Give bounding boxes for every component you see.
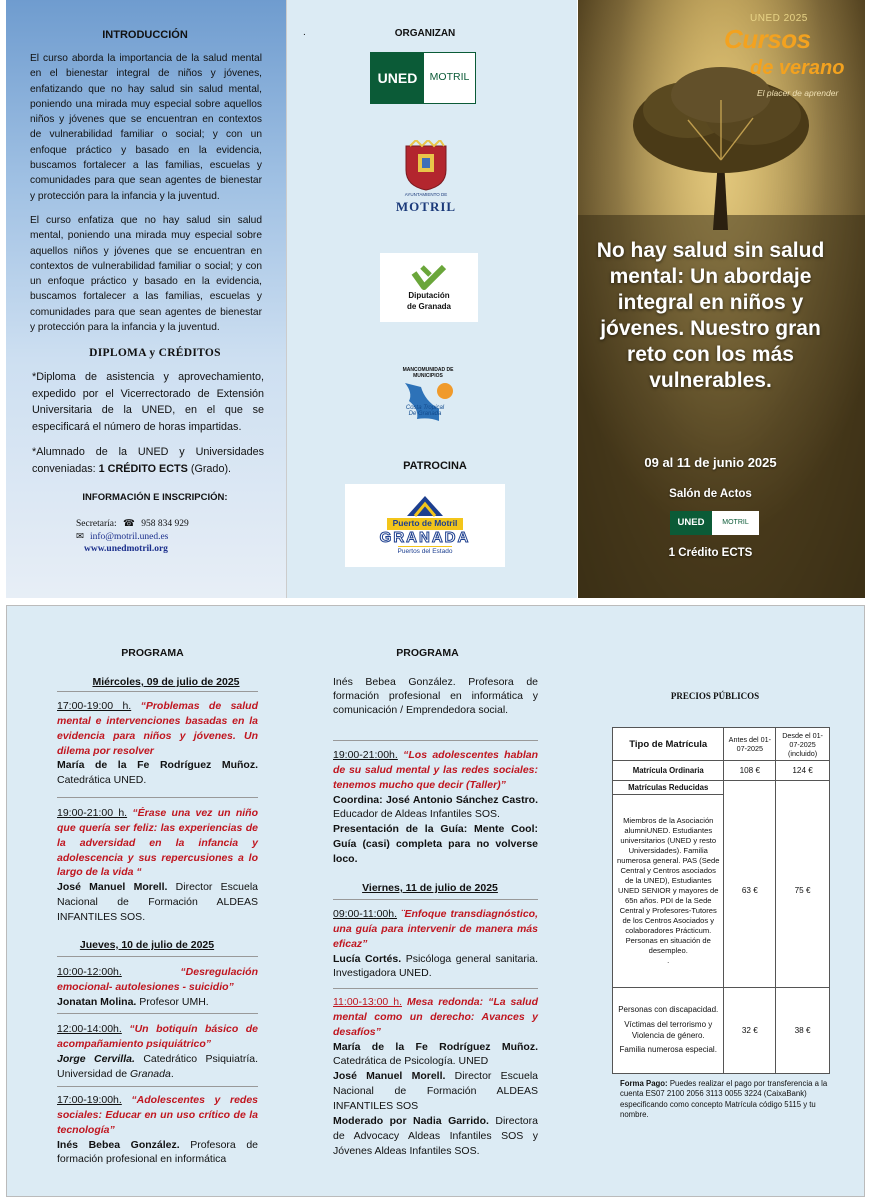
diploma-p2-credit: 1 CRÉDITO ECTS <box>98 462 188 475</box>
diputacion-line-1: Diputación <box>408 290 450 300</box>
session-7-time: 09:00-11:00h. <box>333 908 398 920</box>
day-wednesday: Miércoles, 09 de julio de 2025 <box>92 676 240 688</box>
cover-credit: 1 Crédito ECTS <box>668 547 753 559</box>
separator <box>57 1086 258 1087</box>
session-6 <box>333 748 538 867</box>
session-1-time: 17:00-19:00 h. <box>57 700 132 712</box>
ordinaria-before: 108 € <box>724 761 776 781</box>
cover-venue: Salón de Actos <box>669 488 752 500</box>
cover-uned-text: UNED <box>670 511 712 535</box>
payment-text: Puedes realizar el pago por transferencia a la cuenta ES07 2100 2056 3113 0055 3224 (CaixaBank) especificando como concepto Matrícula código 5115 y tu nombre. <box>620 1079 828 1119</box>
prices-header-row <box>613 728 830 761</box>
session-8-moderator: Moderado por Nadia Garrido. <box>333 1114 489 1127</box>
program-title-2: PROGRAMA <box>396 647 459 659</box>
session-2-role: Director Escuela Nacional de Formación ALDEAS INFANTILES SOS. <box>57 881 258 924</box>
separator <box>57 956 258 957</box>
motril-logo-text: MOTRIL <box>429 71 470 84</box>
session-7-speaker: Lucía Cortés. <box>333 952 402 965</box>
patrocina-title: PATROCINA <box>403 460 467 472</box>
session-6-title: “Los adolescentes hablan de su salud mental y las redes sociales: tenemos mucho que decir (Taller)” <box>333 749 539 791</box>
session-4-title: “Un botiquín básico de acompañamiento psiquiátrico” <box>57 1023 259 1050</box>
reduced-2-text <box>613 988 724 1074</box>
session-8 <box>333 995 538 1158</box>
prices-table <box>612 727 830 1074</box>
diploma-paragraph-1: *Diploma de asistencia y aprovechamiento, expedido por el Vicerrectorado de Extensión Universitaria de la UNED, en el que se especificará el número de horas impartidas. <box>32 371 264 434</box>
session-5-speaker: Inés Bebea González. <box>57 1138 180 1151</box>
puerto-motril-logo <box>345 484 505 567</box>
contact-email[interactable] <box>76 531 168 544</box>
diploma-p2-suffix: (Grado). <box>187 462 232 475</box>
payment-info <box>620 1079 832 1120</box>
dot-mark: . <box>303 27 306 38</box>
coat-of-arms-icon <box>396 140 456 192</box>
session-8-role-2: Director Escuela Nacional de Formación ALDEAS INFANTILES SOS <box>333 1070 538 1113</box>
uned-logo-text: UNED <box>371 53 424 103</box>
session-1-speaker: María de la Fe Rodríguez Muñoz. <box>57 759 258 772</box>
separator <box>333 740 538 741</box>
session-6-speaker: Coordina: José Antonio Sánchez Castro. <box>333 793 538 806</box>
session-8-title: Mesa redonda: “La salud mental como un derecho: Avances y desafíos” <box>333 996 538 1038</box>
session-4: 12:00-14:00h. “Un botiquín básico de acompañamiento psiquiátrico” Jorge Cervilla. Catedrático Psiquiatría. Universidad de Granada. <box>57 1023 259 1080</box>
session-2-speaker: José Manuel Morell. <box>57 881 168 894</box>
session-1 <box>57 699 258 788</box>
session-2 <box>57 806 258 925</box>
session-5-role: Profesora de formación profesional en informática <box>57 1138 258 1166</box>
session-3-title: “Desregulación emocional- autolesiones - suicidio” <box>57 966 258 993</box>
separator <box>57 1013 258 1014</box>
session-6-time: 19:00-21:00h. <box>333 749 398 761</box>
separator <box>333 899 538 900</box>
cover-title: No hay salud sin salud mental: Un abordaje integral en niños y jóvenes. Nuestro gran reto con los más vulnerables. <box>596 239 825 393</box>
info-title: INFORMACIÓN E INSCRIPCIÓN: <box>82 492 228 503</box>
diputacion-logo <box>380 253 478 322</box>
day-friday: Viernes, 11 de julio de 2025 <box>362 882 498 894</box>
reducidas-label: Matrículas Reducidas <box>613 781 724 795</box>
organizan-title: ORGANIZAN <box>394 28 456 39</box>
cover-verano: de verano <box>750 57 845 79</box>
cover-uned-year: UNED 2025 <box>750 13 808 24</box>
row-reduced-1 <box>613 795 830 988</box>
reduced-1-text <box>613 795 724 988</box>
session-5-continued: Inés Bebea González. Profesora de formación profesional en informática y comunicación / Emprendedora social. <box>333 676 538 717</box>
reduced-1-dot: . <box>667 956 670 966</box>
separator <box>333 988 538 989</box>
cover-dates: 09 al 11 de junio 2025 <box>644 455 777 470</box>
session-8-speaker-1: María de la Fe Rodríguez Muñoz. <box>333 1040 538 1053</box>
session-2-time: 19:00-21:00 h. <box>57 807 128 819</box>
session-8-time: 11:00-13:00 h. <box>333 996 402 1008</box>
session-1-role: Catedrática UNED. <box>57 774 147 787</box>
puerto-line-2: GRANADA <box>379 528 471 546</box>
cover-tagline: El placer de aprender <box>757 88 839 98</box>
mancomunidad-logo <box>396 358 460 428</box>
session-8-moderator-role: Directora de Advocacy Aldeas Infantiles SOS y Jóvenes Aldeas Infantiles SOS. <box>333 1114 538 1157</box>
session-1-title: “Problemas de salud mental e intervenciones basadas en la evidencia para niños y jóvenes. Un dilema por resolver <box>57 700 258 757</box>
email-link[interactable]: info@motril.uned.es <box>89 532 169 542</box>
row-reducidas-header <box>613 781 830 795</box>
diputacion-line-2: de Granada <box>406 301 451 311</box>
session-8-role-1: Catedrática de Psicología. UNED <box>333 1055 489 1068</box>
session-5 <box>57 1093 258 1167</box>
intro-title: INTRODUCCIÓN <box>102 29 188 41</box>
cover-cursos: Cursos <box>724 24 811 54</box>
mail-icon: ✉ <box>76 532 84 542</box>
row-ordinaria <box>613 761 830 781</box>
col-after: Desde el 01-07-2025 (incluido) <box>776 728 830 761</box>
intro-paragraph-1: El curso aborda la importancia de la salud mental en el bienestar integral de niños y jóvenes, enfatizando que no hay salud sin salud mental, poniendo una mirada muy especial sobre aquellos niños y jóvenes que se encuentran en contextos de vulnerabilidad familiar o social; y con un enfoque práctico y basado en la evidencia, buscamos fortalecer a las familias, escuelas y comunidades para que sean agentes de bienestar y protección para la infancia y la juventud. <box>30 53 262 202</box>
diploma-paragraph-2 <box>32 444 264 477</box>
intro-paragraph-2: El curso enfatiza que no hay salud sin salud mental, poniendo una mirada muy especial sobre aquellos niños y jóvenes que se encuentran en contextos de vulnerabilidad familiar o social; y con un enfoque práctico y basado en la evidencia, buscamos fortalecer a las familias, escuelas y comunidades para que sean agentes de bienestar y protección para la infancia y la juventud. <box>30 215 262 334</box>
secretaria-label: Secretaría: <box>76 519 117 529</box>
separator <box>57 797 258 798</box>
col-before: Antes del 01-07-2025 <box>724 728 776 761</box>
session-4-speaker: Jorge Cervilla. <box>57 1052 135 1065</box>
reduced-2-after: 38 € <box>776 988 830 1074</box>
diploma-p2-prefix: *Alumnado de la UNED y Universidades conveniadas: <box>32 446 264 475</box>
session-5-title: “Adolescentes y redes sociales: Educar en un uso crítico de la tecnología” <box>57 1094 259 1136</box>
diputacion-emblem-icon <box>410 263 448 291</box>
program-title-1: PROGRAMA <box>121 647 184 659</box>
reduced-2-b: Víctimas del terrorismo y Violencia de género. <box>624 1019 713 1040</box>
ayuntamiento-logo <box>390 138 462 218</box>
session-3 <box>57 965 258 1010</box>
session-3-role: Profesor UMH. <box>139 995 209 1008</box>
ordinaria-after: 124 € <box>776 761 830 781</box>
session-3-speaker: Jonatan Molina. <box>57 995 137 1008</box>
phone-icon: ☎ <box>123 519 135 529</box>
reduced-1-before: 63 € <box>724 795 776 988</box>
ayto-caption: AYUNTAMIENTO DE <box>404 192 448 198</box>
uned-motril-logo <box>370 52 476 104</box>
reduced-2-before: 32 € <box>724 988 776 1074</box>
col-tipo: Tipo de Matrícula <box>613 728 724 761</box>
reduced-2-a: Personas con discapacidad. <box>618 1005 719 1015</box>
puerto-line-1: Puerto de Motril <box>387 518 464 529</box>
cover-motril-text: MOTRIL <box>722 519 749 527</box>
payment-label: Forma Pago: <box>620 1079 668 1088</box>
session-7-title: ¨Enfoque transdiagnóstico, una guía para intervenir de manera más eficaz” <box>333 908 538 950</box>
session-7 <box>333 907 538 981</box>
mancom-title: MANCOMUNIDAD DE MUNICIPIOS <box>402 367 454 379</box>
web-link[interactable]: www.unedmotril.org <box>84 544 168 554</box>
ayto-name: MOTRIL <box>395 199 457 215</box>
session-6-role: Educador de Aldeas Infantiles SOS. <box>333 808 500 821</box>
day-thursday: Jueves, 10 de julio de 2025 <box>79 939 215 951</box>
cover-uned-logo <box>670 511 759 535</box>
session-3-time: 10:00-12:00h. <box>57 966 122 978</box>
row-reduced-2 <box>613 988 830 1074</box>
session-7-role: Psicóloga general sanitaria. Investigadora UNED. <box>333 952 538 980</box>
ordinaria-label: Matrícula Ordinaria <box>613 761 724 781</box>
session-4-place: Granada <box>129 1067 171 1080</box>
reduced-1-description: Miembros de la Asociación alumniUNED. Estudiantes universitarios (UNED y resto Universidades). Familia numerosa general. PAS (Sede Central y Centros asociados de la UNED), Estudiantes UNED SENIOR y mayores de 65n años. PDI de la Sede Central y Profesores-Tutores de los Centros Asociados y colaboradores Prácticum. Personas en situación de desempleo. <box>617 815 720 956</box>
session-2-title: “Érase una vez un niño que quería ser feliz: las experiencias de la adversidad en la infancia y adolescencia y sus repercusiones a lo largo de la vida “ <box>57 807 258 879</box>
session-6-guide: Presentación de la Guía: Mente Cool: Guía (casi) completa para no volverse loco. <box>333 823 538 866</box>
contact-phone <box>76 518 189 531</box>
port-emblem-icon <box>405 494 445 518</box>
reduced-2-c: Familia numerosa especial. <box>619 1045 717 1055</box>
session-5-time: 17:00-19:00h. <box>57 1094 122 1106</box>
fold-line <box>286 0 287 598</box>
separator <box>57 691 258 692</box>
reduced-1-after: 75 € <box>776 795 830 988</box>
session-4-time: 12:00-14:00h. <box>57 1023 122 1035</box>
mancom-sub: Costa Tropical De Granada <box>405 404 445 418</box>
session-8-speaker-2: José Manuel Morell. <box>333 1070 446 1083</box>
phone-number: 958 834 929 <box>141 519 189 529</box>
puerto-line-3: Puertos del Estado <box>397 548 453 556</box>
session-4-role: Catedrático Psiquiatría. Universidad de <box>57 1052 259 1080</box>
diploma-title: DIPLOMA y CRÉDITOS <box>89 347 221 359</box>
prices-title: PRECIOS PÚBLICOS <box>670 691 760 701</box>
